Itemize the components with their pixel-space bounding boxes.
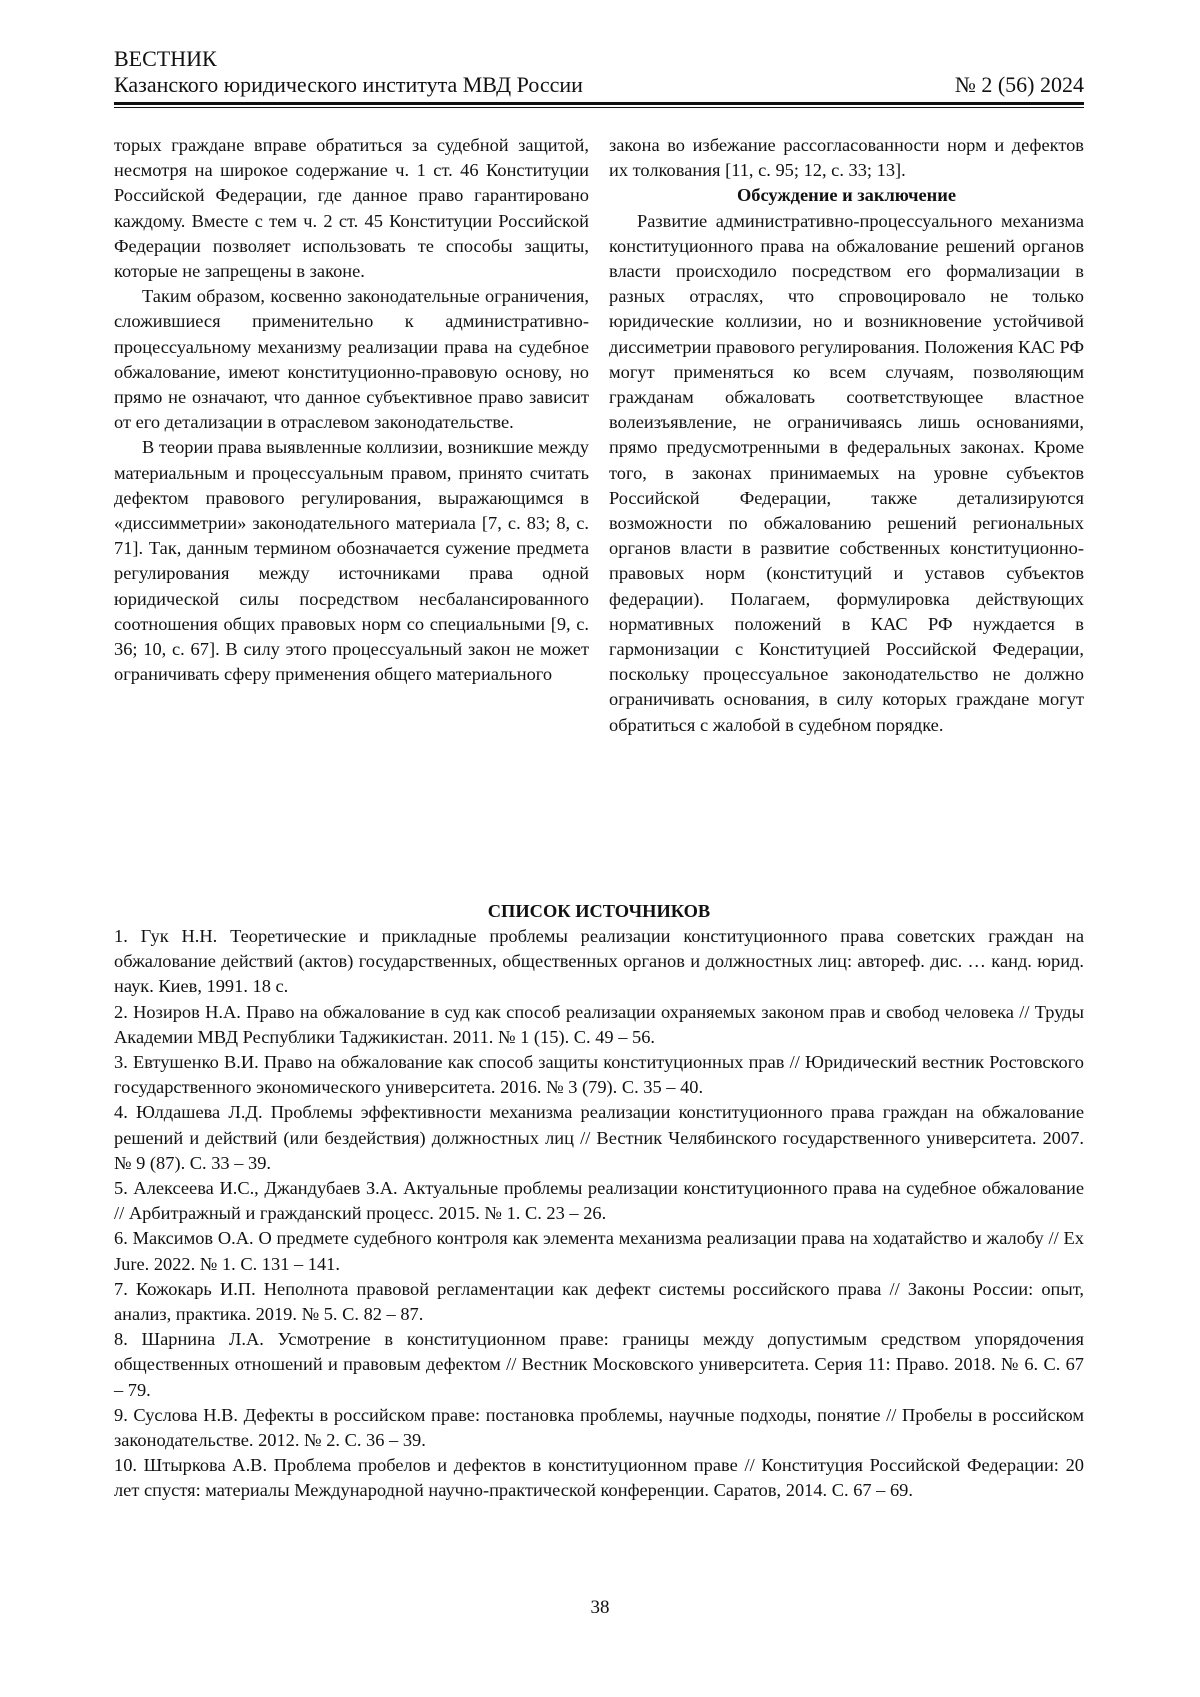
body-paragraph: В теории права выявленные коллизии, возникшие между материальным и процессуальным правом, принято считать дефектом правового регулирования, выражающимся в «диссимметрии» законодательного материала [7, с. 83; 8, с. 71]. Так, данным термином обозначается сужение предмета регулирования между источниками права одной юридической силы посредством несбалансированного соотношения общих правовых норм со специальными [9, с. 36; 10, с. 67]. В силу этого процессуальный закон не может ограничивать сферу применения общего материального — [114, 437, 589, 685]
references-section — [114, 898, 1084, 1504]
reference-item: 2. Нозиров Н.А. Право на обжалование в суд как способ реализации охраняемых законом прав и свобод человека // Труды Академии МВД Республики Таджикистан. 2011. № 1 (15). С. 49 – 56. — [114, 1001, 1084, 1047]
reference-item: 7. Кожокарь И.П. Неполнота правовой регламентации как дефект системы российского права // Законы России: опыт, анализ, практика. 2019. № 5. С. 82 – 87. — [114, 1278, 1084, 1325]
running-header — [114, 46, 1084, 108]
journal-subtitle-row — [114, 72, 1084, 98]
journal-title: ВЕСТНИК — [114, 46, 217, 71]
reference-item: 3. Евтушенко В.И. Право на обжалование как способ защиты конституционных прав // Юридический вестник Ростовского государственного экономического университета. 2016. № 3 (79). С. 35 – 40. — [114, 1052, 1084, 1098]
body-columns — [114, 133, 1084, 738]
reference-item: 8. Шарнина Л.А. Усмотрение в конституционном праве: границы между допустимым средством упорядочения общественных отношений и правовым дефектом // Вестник Московского университета. Серия 11: Право. 2018. № 6. С. 67 – 79. — [114, 1329, 1084, 1400]
header-rule — [114, 102, 1084, 108]
body-paragraph: Развитие административно-процессуального механизма конституционного права на обжалование решений органов власти происходило посредством его формализации в разных отраслях, что спровоцировало не только юридические коллизии, но и возникновение устойчивой диссиметрии правового регулирования. Положения КАС РФ могут применяться ко всем случаям, позволяющим гражданам обжаловать соответствующее властное волеизъявление, не ограничиваясь лишь основаниями, прямо предусмотренными в федеральных законах. Кроме того, в законах принимаемых на уровне субъектов Российской Федерации, также детализируются возможности по обжалованию решений региональных органов власти в развитие собственных конституционно-правовых норм (конституций и уставов субъектов федерации). Полагаем, формулировка действующих нормативных положений в КАС РФ нуждается в гармонизации с Конституцией Российской Федерации, поскольку процессуальное законодательство не должно ограничивать основания, в силу которых граждане могут обратиться с жалобой в судебном порядке. — [609, 210, 1084, 735]
reference-item: 9. Суслова Н.В. Дефекты в российском праве: постановка проблемы, научные подходы, понятие // Пробелы в российском законодательстве. 2012. № 2. С. 36 – 39. — [114, 1404, 1084, 1451]
reference-item: 6. Максимов О.А. О предмете судебного контроля как элемента механизма реализации права на ходатайство и жалобу // Ex Jure. 2022. № 1. С. 131 – 141. — [114, 1228, 1084, 1274]
reference-item: 5. Алексеева И.С., Джандубаев З.А. Актуальные проблемы реализации конституционного права на судебное обжалование // Арбитражный и гражданский процесс. 2015. № 1. С. 23 – 26. — [114, 1178, 1084, 1224]
references-heading: СПИСОК ИСТОЧНИКОВ — [487, 901, 711, 921]
right-column — [609, 133, 1084, 738]
body-paragraph: закона во избежание рассогласованности норм и дефектов их толкования [11, с. 95; 12, с. 33; 13]. — [609, 135, 1084, 181]
reference-item: 10. Штыркова А.В. Проблема пробелов и дефектов в конституционном праве // Конституция Российской Федерации: 20 лет спустя: материалы Международной научно-практической конференции. Саратов, 2014. С. 67 – 69. — [114, 1455, 1084, 1501]
page-number: 38 — [590, 1597, 610, 1618]
body-paragraph: Таким образом, косвенно законодательные ограничения, сложившиеся применительно к административно-процессуальному механизму реализации права на судебное обжалование, имеют конституционно-правовую основу, но прямо не означают, что данное субъективное право зависит от его детализации в отраслевом законодательстве. — [114, 286, 589, 433]
journal-subtitle: Казанского юридического института МВД России — [114, 72, 583, 97]
issue-number: № 2 (56) 2024 — [954, 72, 1084, 97]
reference-item: 1. Гук Н.Н. Теоретические и прикладные проблемы реализации конституционного права советских граждан на обжалование действий (актов) государственных, общественных органов и должностных лиц: автореф. дис. … канд. юрид. наук. Киев, 1991. 18 с. — [114, 926, 1084, 997]
body-paragraph: торых граждане вправе обратиться за судебной защитой, несмотря на широкое содержание ч. 1 ст. 46 Конституции Российской Федерации, где данное право гарантировано каждому. Вместе с тем ч. 2 ст. 45 Конституции Российской Федерации позволяет использовать те способы защиты, которые не запрещены в законе. — [114, 135, 589, 282]
left-column — [114, 133, 589, 738]
section-heading: Обсуждение и заключение — [736, 185, 957, 206]
reference-item: 4. Юлдашева Л.Д. Проблемы эффективности механизма реализации конституционного права граждан на обжалование решений и действий (или бездействия) должностных лиц // Вестник Челябинского государственного университета. 2007. № 9 (87). С. 33 – 39. — [114, 1102, 1084, 1173]
